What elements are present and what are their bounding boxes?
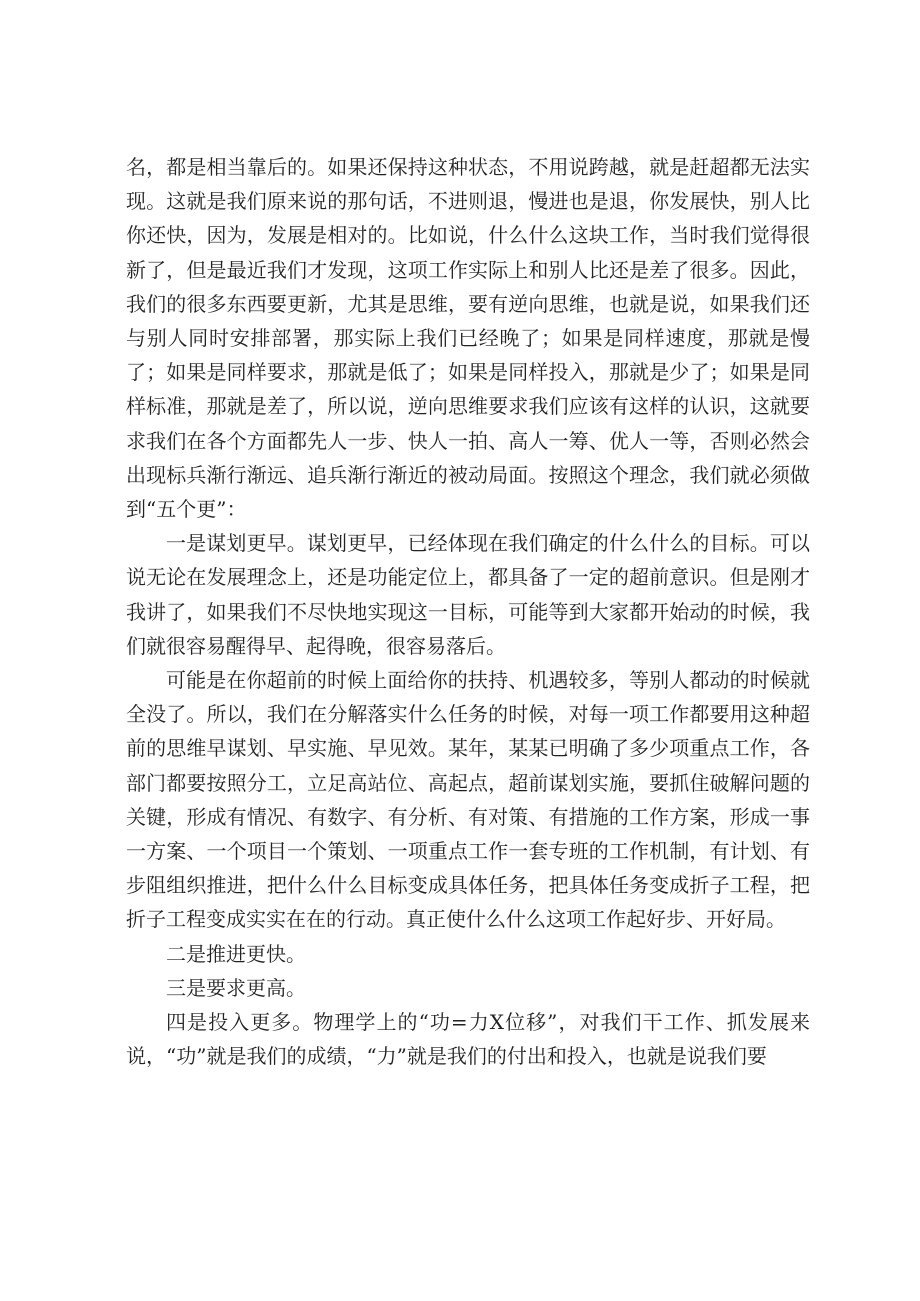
paragraph-5: 三是要求更高。 [166, 975, 306, 1000]
paragraph-6: 四是投入更多。物理学上的“功=力X位移”，对我们干工作、抓发展来说，“功”就是我们的成绩，“力”就是我们的付出和投入，也就是说我们要 [126, 1010, 810, 1069]
paragraph-3: 可能是在你超前的时候上面给你的扶持、机遇较多，等别人都动的时候就全没了。所以，我们在分解落实什么任务的时候，对每一项工作都要用这种超前的思维早谋划、早实施、早见效。某年，某某已明确了多少项重点工作，各部门都要按照分工，立足高站位、高起点，超前谋划实施，要抓住破解问题的关键，形成有情况、有数字、有分析、有对策、有措施的工作方案，形成一事一方案、一个项目一个策划、一项重点工作一套专班的工作机制，有计划、有步阻组织推进，把什么什么目标变成具体任务，把具体任务变成折子工程，把折子工程变成实实在在的行动。真正使什么什么这项工作起好步、开好局。 [126, 668, 810, 932]
document-body [126, 150, 810, 1073]
paragraph-2: 一是谋划更早。谋划更早，已经体现在我们确定的什么什么的目标。可以说无论在发展理念上，还是功能定位上，都具备了一定的超前意识。但是刚才我讲了，如果我们不尽快地实现这一目标，可能等到大家都开始动的时候，我们就很容易醒得早、起得晚，很容易落后。 [126, 531, 810, 658]
paragraph-1: 名，都是相当靠后的。如果还保持这种状态，不用说跨越，就是赶超都无法实现。这就是我们原来说的那句话，不进则退，慢进也是退，你发展快，别人比你还快，因为，发展是相对的。比如说，什么什么这块工作，当时我们觉得很新了，但是最近我们才发现，这项工作实际上和别人比还是差了很多。因此，我们的很多东西要更新，尤其是思维，要有逆向思维，也就是说，如果我们还与别人同时安排部署，那实际上我们已经晚了；如果是同样速度，那就是慢了；如果是同样要求，那就是低了；如果是同样投入，那就是少了；如果是同样标准，那就是差了，所以说，逆向思维要求我们应该有这样的认识，这就要求我们在各个方面都先人一步、快人一拍、高人一筹、优人一等，否则必然会出现标兵渐行渐远、追兵渐行渐近的被动局面。按照这个理念，我们就必须做到“五个更”： [126, 155, 810, 522]
paragraph-4: 二是推进更快。 [166, 941, 306, 966]
